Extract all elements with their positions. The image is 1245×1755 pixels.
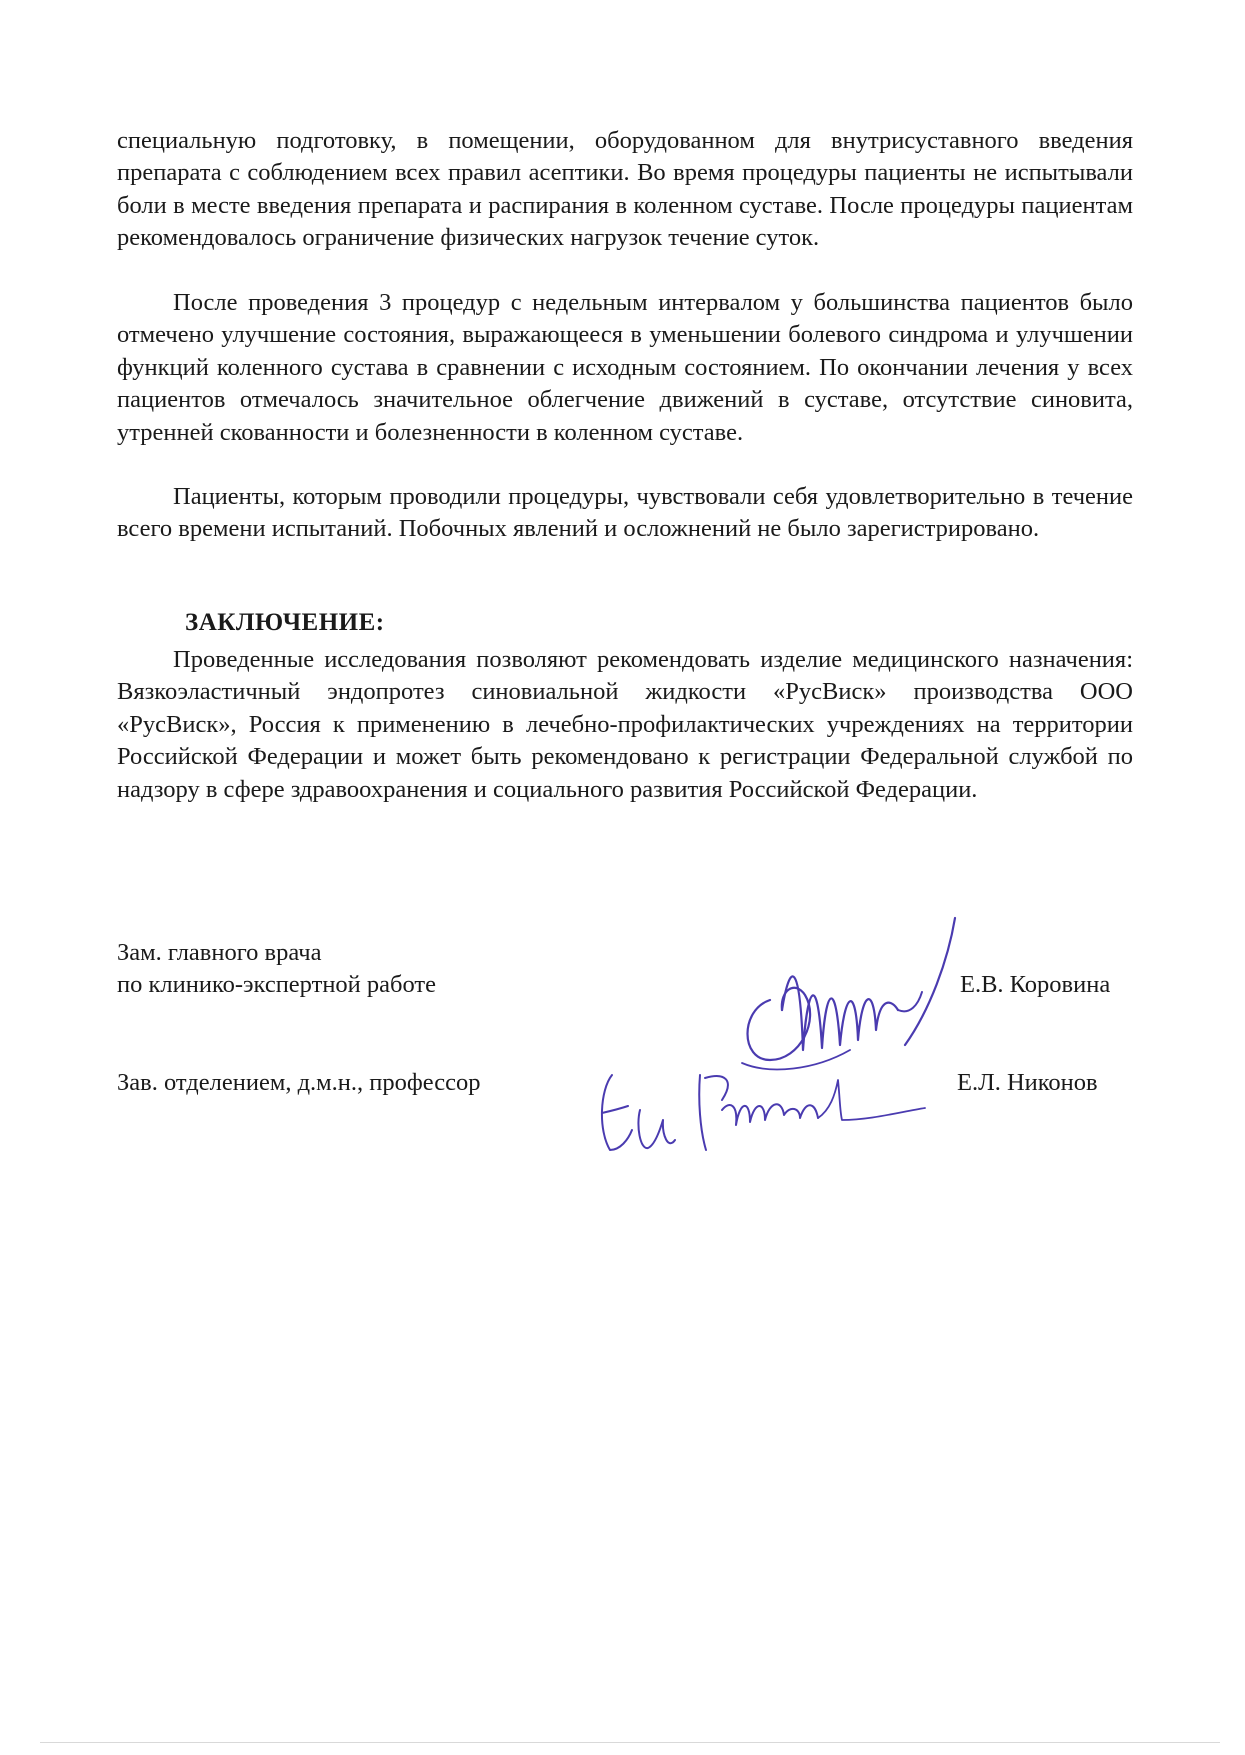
signature-2-stroke-tail bbox=[818, 1080, 925, 1120]
paragraph-tolerance: Пациенты, которым проводили процедуры, чувствовали себя удовлетворительно в течение всего времени испытаний. Побочных явлений и осложнений не было зарегистрировано. bbox=[117, 483, 1133, 543]
conclusion-heading: ЗАКЛЮЧЕНИЕ: bbox=[185, 609, 385, 636]
signatory-1-name: Е.В. Коровина bbox=[960, 971, 1111, 998]
signature-2-stroke-n-start bbox=[699, 1075, 728, 1150]
signature-2-stroke-e bbox=[602, 1075, 632, 1150]
signatory-2-title: Зав. отделением, д.м.н., профессор bbox=[117, 1069, 481, 1096]
paragraph-results: После проведения 3 процедур с недельным интервалом у большинства пациентов было отмечено улучшение состояния, выражающееся в уменьшении болевого синдрома и улучшении функций коленного сустава в сравнении с исходным состоянием. По окончании лечения у всех пациентов отмечалось значительное облегчение движений в суставе, отсутствие синовита, утренней скованности и болезненности в коленном суставе. bbox=[117, 289, 1133, 446]
signature-2-stroke-word bbox=[722, 1104, 818, 1125]
signature-2-stroke-l bbox=[638, 1110, 675, 1148]
signature-1-stroke-tall bbox=[905, 918, 955, 1045]
signatory-1-title-line2: по клинико-экспертной работе bbox=[117, 971, 437, 998]
page-edge-line bbox=[40, 1742, 1220, 1743]
signature-1-stroke-tail bbox=[898, 992, 922, 1011]
signatory-2-name: Е.Л. Никонов bbox=[957, 1069, 1098, 1096]
signature-1-stroke-swirl bbox=[748, 988, 811, 1060]
signatory-1-title-line1: Зам. главного врача bbox=[117, 939, 322, 966]
signature-1-stroke-under bbox=[742, 1050, 850, 1069]
conclusion-paragraph: Проведенные исследования позволяют рекомендовать изделие медицинского назначения: Вязкоэластичный эндопротез синовиальной жидкости «РусВиск» производства ООО «РусВиск», Россия к применению в лечебно-профилактических учреждениях на территории Российской Федерации и может быть рекомендовано к регистрации Федеральной службой по надзору в сфере здравоохранения и социального развития Российской Федерации. bbox=[117, 646, 1133, 803]
paragraph-intro-continuation: специальную подготовку, в помещении, оборудованном для внутрисуставного введения препарата с соблюдением всех правил асептики. Во время процедуры пациенты не испытывали боли в месте введения препарата и распирания в коленном суставе. После процедуры пациентам рекомендовалось ограничение физических нагрузок течение суток. bbox=[117, 127, 1133, 252]
signatory-1-title bbox=[117, 937, 436, 1001]
signature-1-stroke-loops bbox=[782, 976, 898, 1050]
